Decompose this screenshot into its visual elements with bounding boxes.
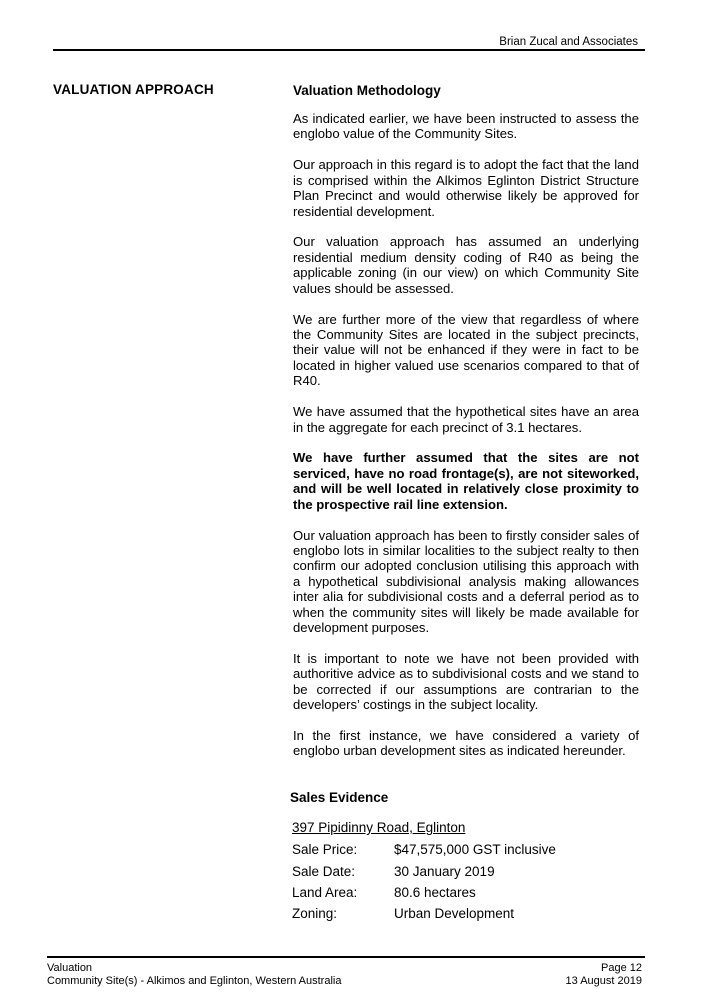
sale-row-value: 30 January 2019: [394, 864, 495, 879]
sale-row-value: Urban Development: [394, 906, 515, 921]
sale-row-label: Zoning:: [292, 906, 338, 921]
paragraph-first-instance: In the first instance, we have considered a variety of englobo urban development sites as indicated hereunder.: [293, 728, 639, 759]
paragraph-site-area: We have assumed that the hypothetical sites have an area in the aggregate for each precinct of 3.1 hectares.: [293, 404, 639, 435]
sale-row-value: 80.6 hectares: [394, 885, 476, 900]
methodology-title: Valuation Methodology: [293, 83, 441, 98]
header-divider: [53, 49, 645, 51]
sales-evidence-title: Sales Evidence: [290, 790, 389, 805]
section-heading: VALUATION APPROACH: [53, 82, 214, 97]
sale-row-label: Sale Date:: [292, 864, 356, 879]
footer-divider: [47, 956, 645, 958]
sale-row-label: Sale Price:: [292, 842, 358, 857]
footer-date: 13 August 2019: [565, 975, 642, 987]
sale-address: 397 Pipidinny Road, Eglinton: [292, 820, 466, 835]
paragraph-assumptions-bold: We have further assumed that the sites are not serviced, have no road frontage(s), are not siteworked, and will be well located in relatively close proximity to the prospective rail line extension.: [293, 450, 639, 512]
header-company-name: Brian Zucal and Associates: [499, 36, 638, 48]
paragraph-approach: Our approach in this regard is to adopt the fact that the land is comprised within the Alkimos Eglinton District Structure Plan Precinct and would otherwise likely be approved for residential development.: [293, 157, 639, 219]
paragraph-sales-approach: Our valuation approach has been to firstly consider sales of englobo lots in similar localities to the subject realty to then confirm our adopted conclusion utilising this approach with a hypothetical subdivisional analysis making allowances inter alia for subdivisional costs and a deferral period as to when the community sites will likely be made available for development purposes.: [293, 527, 639, 635]
paragraph-instructions: As indicated earlier, we have been instructed to assess the englobo value of the Community Sites.: [293, 111, 639, 142]
sale-row-label: Land Area:: [292, 885, 358, 900]
footer-doc-subject: Community Site(s) - Alkimos and Eglinton, Western Australia: [47, 975, 342, 987]
paragraph-zoning: Our valuation approach has assumed an underlying residential medium density coding of R40 as being the applicable zoning (in our view) on which Community Site values should be assessed.: [293, 234, 639, 296]
footer-page-number: Page 12: [601, 962, 642, 974]
footer-left: [47, 962, 341, 988]
footer-right: [566, 962, 642, 988]
main-content-column: [293, 82, 639, 774]
footer-doc-type: Valuation: [47, 962, 93, 974]
sale-row-value: $47,575,000 GST inclusive: [394, 842, 556, 857]
paragraph-location-view: We are further more of the view that regardless of where the Community Sites are located in the subject precincts, their value will not be enhanced if they were in fact to be located in higher valued use scenarios compared to that of R40.: [293, 311, 639, 389]
paragraph-costs-note: It is important to note we have not been provided with authoritive advice as to subdivisional costs and we stand to be corrected if our assumptions are contrarian to the developers’ costings in the subject locality.: [293, 650, 639, 713]
